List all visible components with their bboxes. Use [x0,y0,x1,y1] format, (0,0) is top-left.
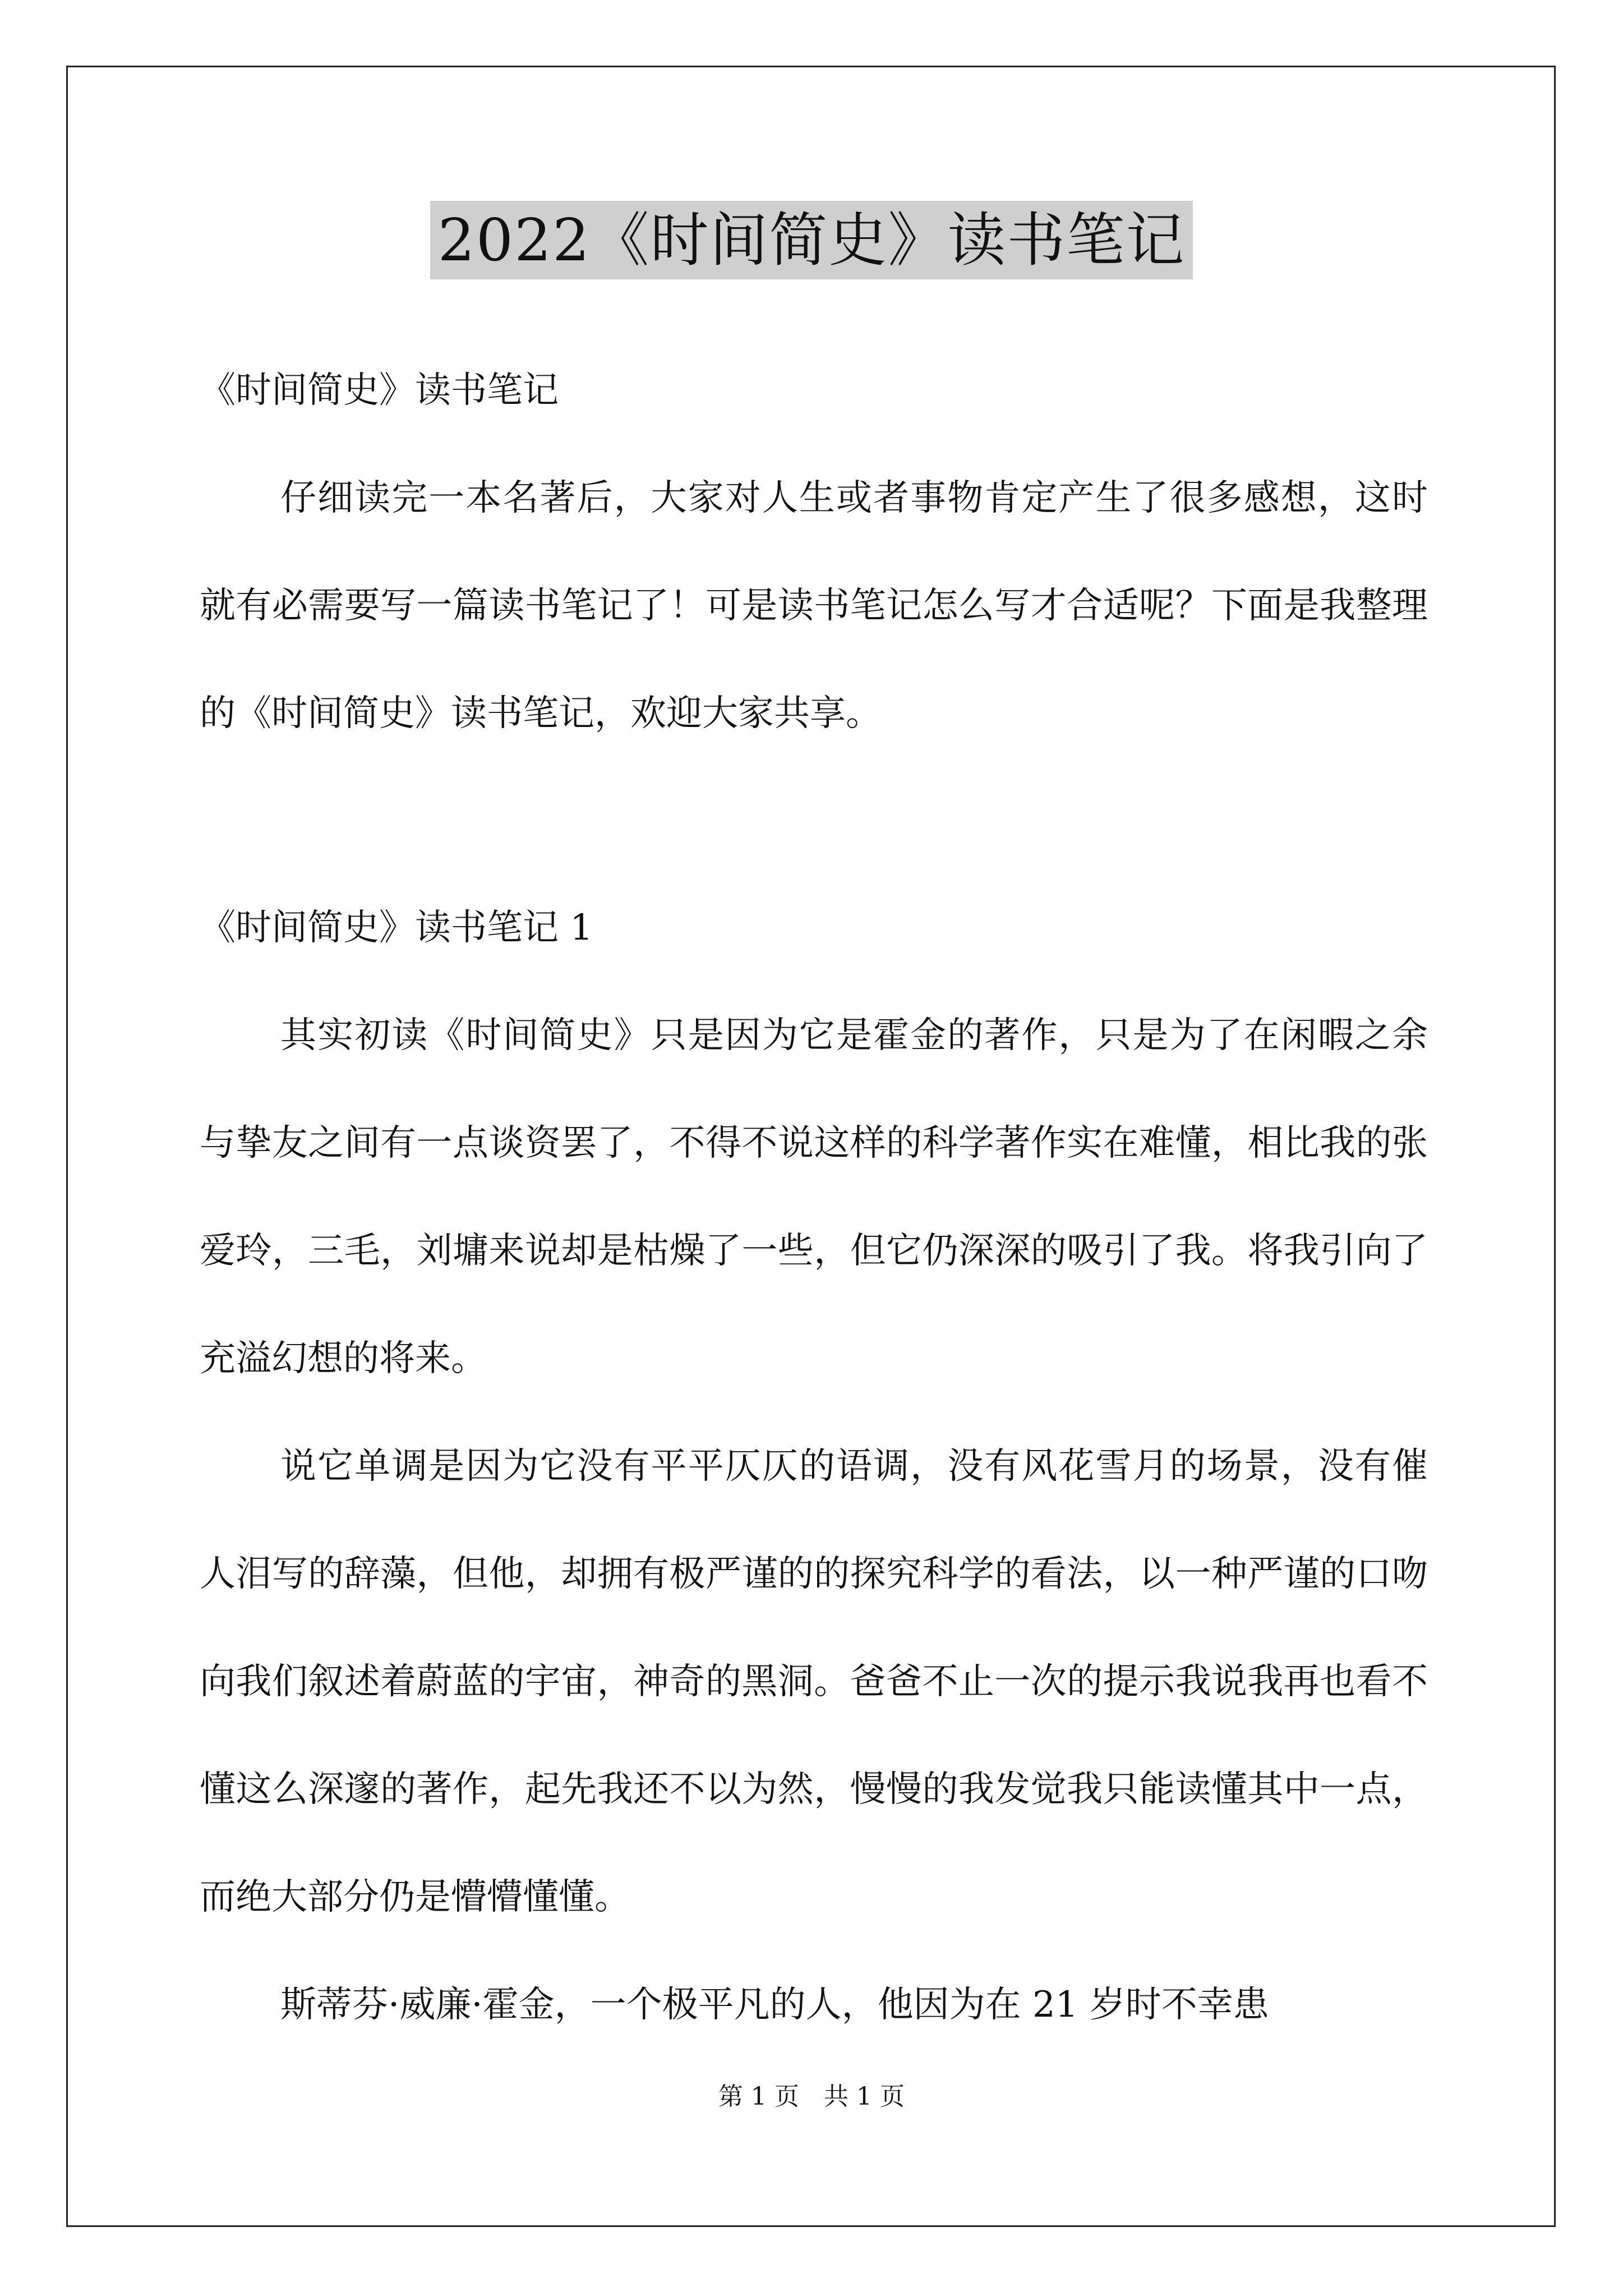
body-paragraph-1: 其实初读《时间简史》只是因为它是霍金的著作，只是为了在闲暇之余与挚友之间有一点谈资罢了，不得不说这样的科学著作实在难懂，相比我的张爱玲，三毛，刘墉来说却是枯燥了一些，但它仍深深的吸引了我。将我引向了充溢幻想的将来。 [200,1015,1428,1379]
body-paragraph-2: 说它单调是因为它没有平平仄仄的语调，没有风花雪月的场景，没有催人泪写的辞藻，但他，却拥有极严谨的的探究科学的看法，以一种严谨的口吻向我们叙述着蔚蓝的宇宙，神奇的黑洞。爸爸不止一次的提示我说我再也看不懂这么深邃的著作，起先我还不以为然，慢慢的我发觉我只能读懂其中一点，而绝大部分仍是懵懵懂懂。 [200,1446,1428,1918]
document-title: 2022《时间简史》读书笔记 [430,201,1193,279]
subtitle: 《时间简史》读书笔记 [200,370,559,411]
page-footer: 第 1 页 共 1 页 [718,2082,905,2111]
section-heading: 《时间简史》读书笔记 1 [200,907,593,949]
paragraph-gap [200,767,1428,874]
document-body [200,337,1428,2059]
title-area [0,201,1623,279]
body-paragraph-3: 斯蒂芬·威廉·霍金，一个极平凡的人，他因为在 21 岁时不幸患 [280,1984,1269,2026]
intro-paragraph: 仔细读完一本名著后，大家对人生或者事物肯定产生了很多感想，这时就有必需要写一篇读书笔记了！可是读书笔记怎么写才合适呢？下面是我整理的《时间简史》读书笔记，欢迎大家共享。 [200,477,1428,734]
